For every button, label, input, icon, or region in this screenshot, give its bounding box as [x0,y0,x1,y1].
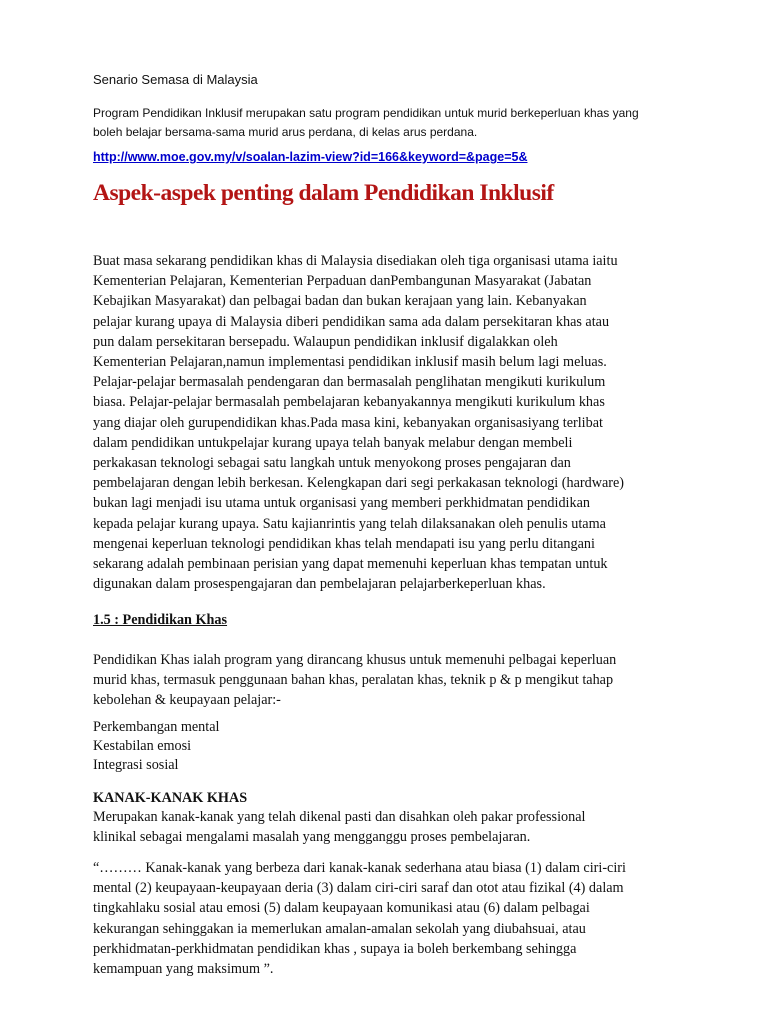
body-paragraph-2 [93,650,693,711]
moe-link[interactable]: http://www.moe.gov.my/v/soalan-lazim-view?id=166&keyword=&page=5& [93,150,528,164]
text-line: klinikal sebagai mengalami masalah yang mengganggu proses pembelajaran. [93,829,531,846]
text-line: pembelajaran dengan lebih berkesan. Kelengkapan dari segi perkakasan teknologi (hardware) [93,475,625,492]
text-line: murid khas, termasuk penggunaan bahan khas, peralatan khas, teknik p & p mengikut tahap [93,672,614,689]
list-item: Kestabilan emosi [93,738,192,754]
text-line: biasa. Pelajar-pelajar bermasalah pembelajaran kebanyakannya mengikuti kurikulum khas [93,394,605,411]
text-line: “……… Kanak-kanak yang berbeza dari kanak-kanak sederhana atau biasa (1) dalam ciri-ciri [93,860,626,876]
text-line: yang diajar oleh gurupendidikan khas.Pada masa kini, kebanyakan organisasiyang terlibat [93,414,603,431]
list-item: Perkembangan mental [93,719,220,735]
text-line: Kementerian Pelajaran, Kementerian Perpaduan danPembangunan Masyarakat (Jabatan [93,273,592,290]
text-line: digunakan dalam prosespengajaran dan pembelajaran pelajarberkeperluan khas. [93,576,546,593]
intro-paragraph: Program Pendidikan Inklusif merupakan satu program pendidikan untuk murid berkeperluan khas yang boleh belajar bersama-sama murid arus perdana, di kelas arus perdana. [93,106,639,139]
list-item: Integrasi sosial [93,757,179,773]
subheading-pendidikan-khas: 1.5 : Pendidikan Khas [93,612,228,628]
text-line: Kebajikan Masyarakat) dan pelbagai badan dan bukan kerajaan yang lain. Kebanyakan [93,293,587,310]
text-line: Buat masa sekarang pendidikan khas di Malaysia disediakan oleh tiga organisasi utama iaitu [93,253,618,269]
text-line: mengenai keperluan teknologi pendidikan khas telah mendapati isu yang perlu ditangani [93,535,595,552]
aims-list [93,718,219,775]
quote-paragraph [93,858,693,979]
section-title: Senario Semasa di Malaysia [93,72,258,87]
text-line: tingkahlaku sosial atau emosi (5) dalam keupayaan komunikasi atau (6) dalam pelbagai [93,900,590,917]
text-line: kepada pelajar kurang upaya. Satu kajianrintis yang telah dilaksanakan oleh penulis utama [93,515,606,532]
text-line: pelajar kurang upaya di Malaysia diberi pendidikan sama ada dalam persekitaran khas atau [93,313,610,330]
text-line: mental (2) keupayaan-keupayaan deria (3) dalam ciri-ciri saraf dan otot atau fizikal (4) dalam [93,880,624,897]
text-line: pun dalam persekitaran bersepadu. Walaupun pendidikan inklusif digalakkan oleh [93,333,558,350]
text-line: bukan lagi menjadi isu utama untuk organisasi yang memberi perkhidmatan pendidikan [93,495,590,512]
main-heading: Aspek-aspek penting dalam Pendidikan Inklusif [93,180,554,206]
text-line: Merupakan kanak-kanak yang telah dikenal pasti dan disahkan oleh pakar professional [93,809,586,825]
body-paragraph-1 [93,251,693,594]
body-paragraph-3 [93,807,693,847]
text-line: kebolehan & keupayaan pelajar:- [93,692,281,709]
text-line: Kementerian Pelajaran,namun implementasi pendidikan inklusif masih belum lagi meluas. [93,354,607,371]
text-line: kemampuan yang maksimum ”. [93,961,274,978]
subheading-kanak-kanak-khas: KANAK-KANAK KHAS [93,790,248,806]
text-line: kekurangan sehinggakan ia memerlukan amalan-amalan sekolah yang diubahsuai, atau [93,920,586,937]
text-line: Pendidikan Khas ialah program yang dirancang khusus untuk memenuhi pelbagai keperluan [93,652,617,668]
text-line: perkhidmatan-perkhidmatan pendidikan khas , supaya ia boleh berkembang sehingga [93,940,577,957]
text-line: dalam pendidikan untukpelajar kurang upaya telah banyak melabur dengan membeli [93,434,573,451]
text-line: Pelajar-pelajar bermasalah pendengaran dan bermasalah penglihatan mengikuti kurikulum [93,374,606,391]
text-line: perkakasan teknologi sebagai satu langkah untuk menyokong proses pengajaran dan [93,455,571,472]
text-line: sekarang adalah pembinaan perisian yang dapat memenuhi keperluan khas tempatan untuk [93,556,608,573]
